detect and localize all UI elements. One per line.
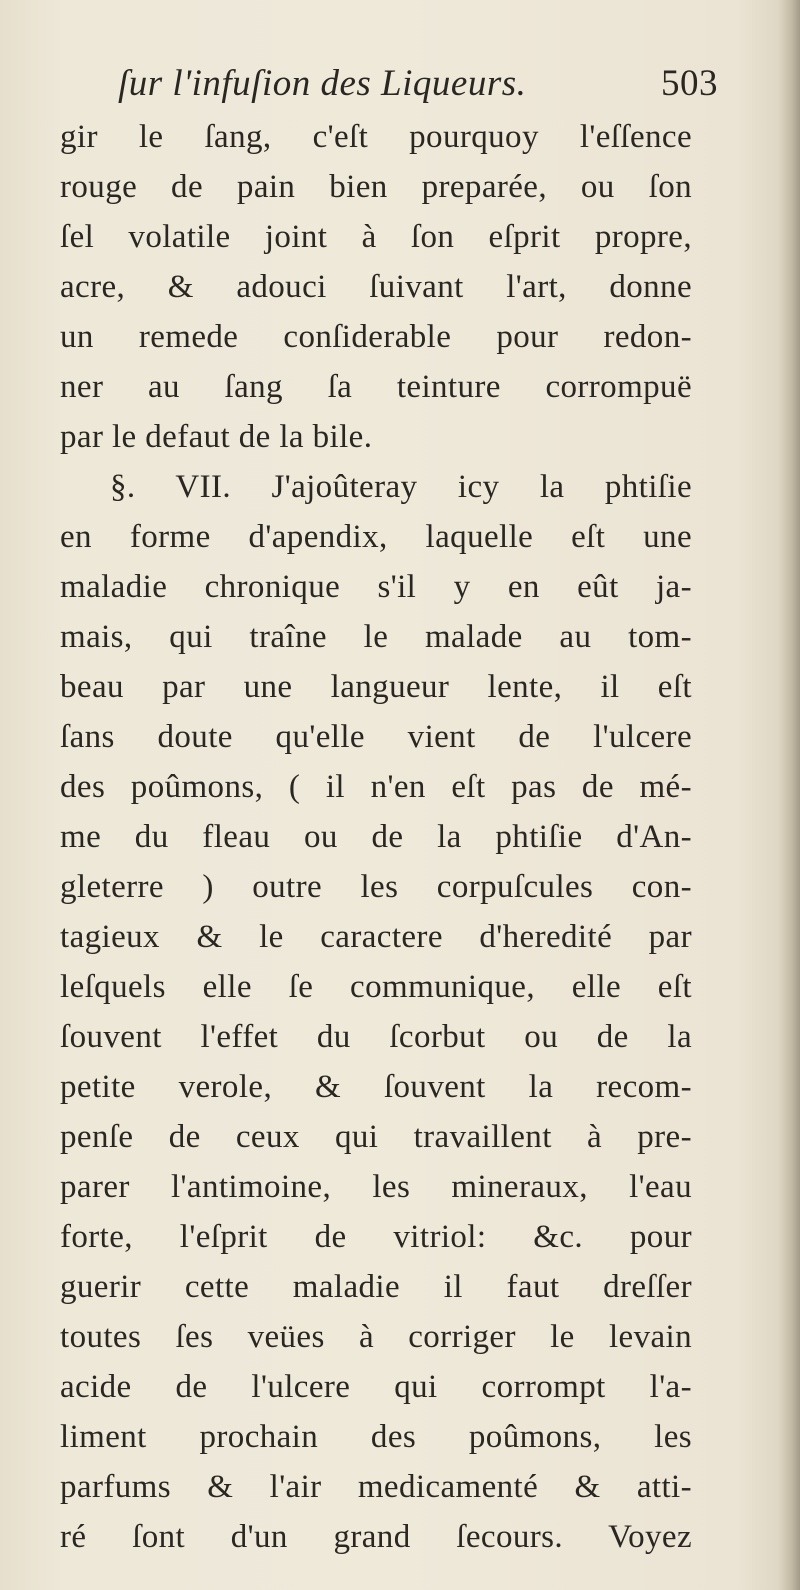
text-line: gleterre ) outre les corpuſcules con- [60,869,692,905]
section-heading-line: §. VII. J'ajoûteray icy la phtiſie [110,469,692,505]
text-line: ſel volatile joint à ſon eſprit propre, [60,219,692,255]
text-line: penſe de ceux qui travaillent à pre- [60,1119,692,1155]
text-line: un remede conſiderable pour redon- [60,319,692,355]
text-line: forte, l'eſprit de vitriol: &c. pour [60,1219,692,1255]
text-line: ſouvent l'effet du ſcorbut ou de la [60,1019,692,1055]
text-line: leſquels elle ſe communique, elle eſt [60,969,692,1005]
text-line: ré ſont d'un grand ſecours. Voyez [60,1519,692,1555]
text-line: parer l'antimoine, les mineraux, l'eau [60,1169,692,1205]
text-line: maladie chronique s'il y en eût ja- [60,569,692,605]
text-body [60,112,692,1562]
page-edge-shadow [778,0,800,1590]
text-line: mais, qui traîne le malade au tom- [60,619,692,655]
text-line: acide de l'ulcere qui corrompt l'a- [60,1369,692,1405]
text-line: par le defaut de la bile. [60,419,373,455]
text-line: beau par une langueur lente, il eſt [60,669,692,705]
text-line: ſans doute qu'elle vient de l'ulcere [60,719,692,755]
text-line: toutes ſes veües à corriger le levain [60,1319,692,1355]
text-line: ner au ſang ſa teinture corrompuë [60,369,692,405]
text-line: en forme d'apendix, laquelle eſt une [60,519,692,555]
text-line: des poûmons, ( il n'en eſt pas de mé- [60,769,692,805]
text-line: tagieux & le caractere d'heredité par [60,919,692,955]
text-line: liment prochain des poûmons, les [60,1419,692,1455]
text-line: guerir cette maladie il faut dreſſer [60,1269,692,1305]
text-line: gir le ſang, c'eſt pourquoy l'eſſence [60,119,692,155]
text-line: me du fleau ou de la phtiſie d'An- [60,819,692,855]
page-number: 503 [661,63,718,104]
text-line: rouge de pain bien preparée, ou ſon [60,169,692,205]
running-title: ſur l'infuſion des Liqueurs. [118,63,527,104]
text-line: parfums & l'air medicamenté & atti- [60,1469,692,1505]
text-line: petite verole, & ſouvent la recom- [60,1069,692,1105]
text-line: acre, & adouci ſuivant l'art, donne [60,269,692,305]
